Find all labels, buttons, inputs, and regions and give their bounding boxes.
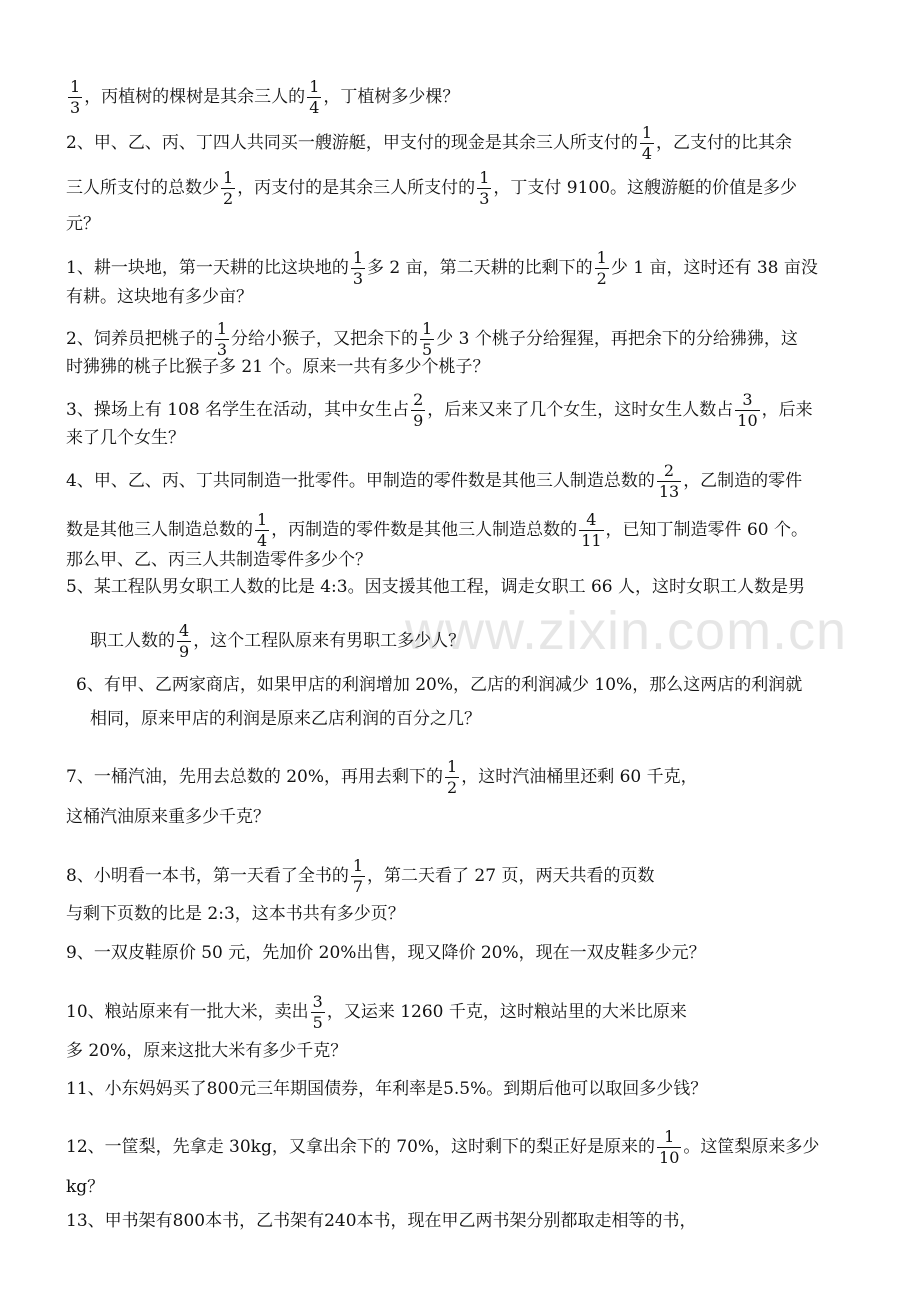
numerator: 3 xyxy=(312,992,323,1011)
text: ，丙制造的零件数是其他三人制造总数的 xyxy=(271,520,578,540)
numerator: 1 xyxy=(352,856,364,875)
fraction xyxy=(215,320,229,359)
text: 1、耕一块地，第一天耕的比这块地的 xyxy=(66,258,349,278)
denominator: 3 xyxy=(70,98,81,117)
text-line xyxy=(66,1041,347,1061)
text: 与剩下页数的比是 2:3，这本书共有多少页？ xyxy=(66,904,405,924)
fraction xyxy=(68,78,82,117)
numerator: 1 xyxy=(447,757,458,776)
text: ，丙支付的是其余三人所支付的 xyxy=(237,178,476,198)
fraction xyxy=(177,622,191,661)
fraction xyxy=(351,857,365,896)
text: 数是其他三人制造总数的 xyxy=(66,520,253,540)
text: 2、饲养员把桃子的 xyxy=(66,329,213,349)
numerator: 4 xyxy=(179,621,190,640)
text-line xyxy=(66,214,100,234)
denominator: 7 xyxy=(352,877,364,896)
numerator: 1 xyxy=(664,1127,675,1146)
text: ，已知丁制造零件 60 个。 xyxy=(605,520,808,540)
fraction xyxy=(640,124,654,163)
fraction xyxy=(477,169,491,208)
text-line xyxy=(66,943,706,963)
text: 8、小明看一本书，第一天看了全书的 xyxy=(66,866,349,886)
denominator: 11 xyxy=(581,531,602,550)
text: ，又运来 1260 千克，这时粮站里的大米比原来 xyxy=(326,1002,687,1022)
numerator: 2 xyxy=(663,461,675,480)
text: 7、一桶汽油，先用去总数的 20%，再用去剩下的 xyxy=(66,767,444,787)
text-line xyxy=(66,993,687,1032)
fraction xyxy=(311,993,325,1032)
text-line xyxy=(66,124,792,163)
text: ，乙支付的比其余 xyxy=(656,133,793,153)
text: 来了几个女生？ xyxy=(66,428,185,448)
numerator: 1 xyxy=(257,510,268,529)
denominator: 3 xyxy=(479,189,490,208)
numerator: 1 xyxy=(641,123,653,142)
numerator: 1 xyxy=(422,319,433,338)
text-line xyxy=(66,857,654,896)
fraction xyxy=(411,391,425,430)
fraction xyxy=(445,758,459,797)
text: 9、一双皮鞋原价 50 元，先加价 20%出售，现又降价 20%，现在一双皮鞋多少元？ xyxy=(66,943,706,963)
text-line xyxy=(76,675,802,695)
text: 。这筐梨原来多少 xyxy=(683,1137,820,1157)
denominator: 13 xyxy=(658,482,680,501)
fraction xyxy=(255,511,269,550)
text-line xyxy=(66,511,808,550)
text-line xyxy=(66,169,797,208)
denominator: 10 xyxy=(737,411,758,430)
text-line xyxy=(66,78,459,117)
text-line xyxy=(90,622,465,661)
fraction xyxy=(307,78,321,117)
text: ，丁植树多少棵？ xyxy=(323,87,460,107)
text-line xyxy=(66,807,270,827)
denominator: 5 xyxy=(312,1013,323,1032)
text-line xyxy=(66,758,698,797)
text: 12、一筐梨，先拿走 30kg，又拿出余下的 70%，这时剩下的梨正好是原来的 xyxy=(66,1137,656,1157)
text-line xyxy=(66,550,372,570)
text: ，丁支付 9100。这艘游艇的价值是多少 xyxy=(493,178,798,198)
text: ，后来又来了几个女生，这时女生人数占 xyxy=(427,400,734,420)
text: 元？ xyxy=(66,214,100,234)
text: ，这个工程队原来有男职工多少人？ xyxy=(193,631,466,651)
text-line xyxy=(66,1079,707,1099)
fraction xyxy=(735,391,759,430)
text-line xyxy=(66,357,489,377)
fraction xyxy=(595,249,609,288)
text: 4、甲、乙、丙、丁共同制造一批零件。甲制造的零件数是其他三人制造总数的 xyxy=(66,471,655,491)
text: 6、有甲、乙两家商店，如果甲店的利润增加 20%，乙店的利润减少 10%，那么这两店的利润就 xyxy=(76,675,803,695)
denominator: 5 xyxy=(422,340,433,359)
text: 13、甲书架有800本书，乙书架有240本书，现在甲乙两书架分别都取走相等的书， xyxy=(66,1211,697,1231)
text-line xyxy=(66,904,405,924)
numerator: 1 xyxy=(309,77,320,96)
denominator: 4 xyxy=(641,144,653,163)
fraction xyxy=(657,462,681,501)
text: 相同，原来甲店的利润是原来乙店利润的百分之几？ xyxy=(90,709,481,729)
fraction xyxy=(221,169,235,208)
numerator: 1 xyxy=(223,168,234,187)
text: 有耕。这块地有多少亩？ xyxy=(66,287,253,307)
text-line xyxy=(66,287,253,307)
text: 分给小猴子，又把余下的 xyxy=(231,329,419,349)
denominator: 3 xyxy=(352,269,364,288)
numerator: 4 xyxy=(586,510,597,529)
text: ，丙植树的棵树是其余三人的 xyxy=(84,87,306,107)
text: 那么甲、乙、丙三人共制造零件多少个？ xyxy=(66,550,372,570)
text: 时狒狒的桃子比猴子多 21 个。原来一共有多少个桃子？ xyxy=(66,357,490,377)
text-line xyxy=(66,577,805,597)
numerator: 1 xyxy=(479,168,490,187)
text: kg？ xyxy=(66,1177,105,1197)
denominator: 4 xyxy=(257,531,268,550)
text: 3、操场上有 108 名学生在活动，其中女生占 xyxy=(66,400,410,420)
numerator: 1 xyxy=(216,319,228,338)
text: 这桶汽油原来重多少千克？ xyxy=(66,807,270,827)
denominator: 9 xyxy=(179,642,190,661)
text: ，后来 xyxy=(761,400,813,420)
watermark: www.zixin.com.cn xyxy=(405,601,848,661)
numerator: 1 xyxy=(352,248,364,267)
text: 11、小东妈妈买了800元三年期国债券，年利率是5.5%。到期后他可以取回多少钱？ xyxy=(66,1079,708,1099)
text-line xyxy=(66,428,185,448)
text: 三人所支付的总数少 xyxy=(66,178,219,198)
fraction xyxy=(657,1128,681,1167)
text: ，这时汽油桶里还剩 60 千克， xyxy=(461,767,698,787)
denominator: 2 xyxy=(447,778,458,797)
text-line xyxy=(66,462,802,501)
denominator: 3 xyxy=(216,340,228,359)
fraction xyxy=(579,511,603,550)
text: 职工人数的 xyxy=(90,631,175,651)
denominator: 4 xyxy=(309,98,320,117)
denominator: 2 xyxy=(223,189,234,208)
text-line xyxy=(90,709,481,729)
text: 少 3 个桃子分给猩猩，再把余下的分给狒狒，这 xyxy=(436,329,798,349)
numerator: 1 xyxy=(70,77,81,96)
text-line xyxy=(66,391,813,430)
text-line xyxy=(66,1128,819,1167)
text: 少 1 亩，这时还有 38 亩没 xyxy=(610,258,818,278)
text: 10、粮站原来有一批大米，卖出 xyxy=(66,1002,309,1022)
text-line xyxy=(66,1211,697,1231)
text: 多 2 亩，第二天耕的比剩下的 xyxy=(367,258,593,278)
numerator: 2 xyxy=(413,390,424,409)
fraction xyxy=(351,249,365,288)
text-line xyxy=(66,320,798,359)
text-line xyxy=(66,1177,104,1197)
numerator: 1 xyxy=(596,248,607,267)
numerator: 3 xyxy=(742,390,753,409)
text: 2、甲、乙、丙、丁四人共同买一艘游艇，甲支付的现金是其余三人所支付的 xyxy=(66,133,638,153)
text-line xyxy=(66,249,818,288)
denominator: 9 xyxy=(413,411,424,430)
text: ，乙制造的零件 xyxy=(683,471,803,491)
fraction xyxy=(420,320,434,359)
denominator: 10 xyxy=(659,1148,680,1167)
text: 多 20%，原来这批大米有多少千克？ xyxy=(66,1041,348,1061)
denominator: 2 xyxy=(596,269,607,288)
text: ，第二天看了 27 页，两天共看的页数 xyxy=(367,866,655,886)
text: 5、某工程队男女职工人数的比是 4:3。因支援其他工程，调走女职工 66 人，这时女职工人数是男 xyxy=(66,577,806,597)
